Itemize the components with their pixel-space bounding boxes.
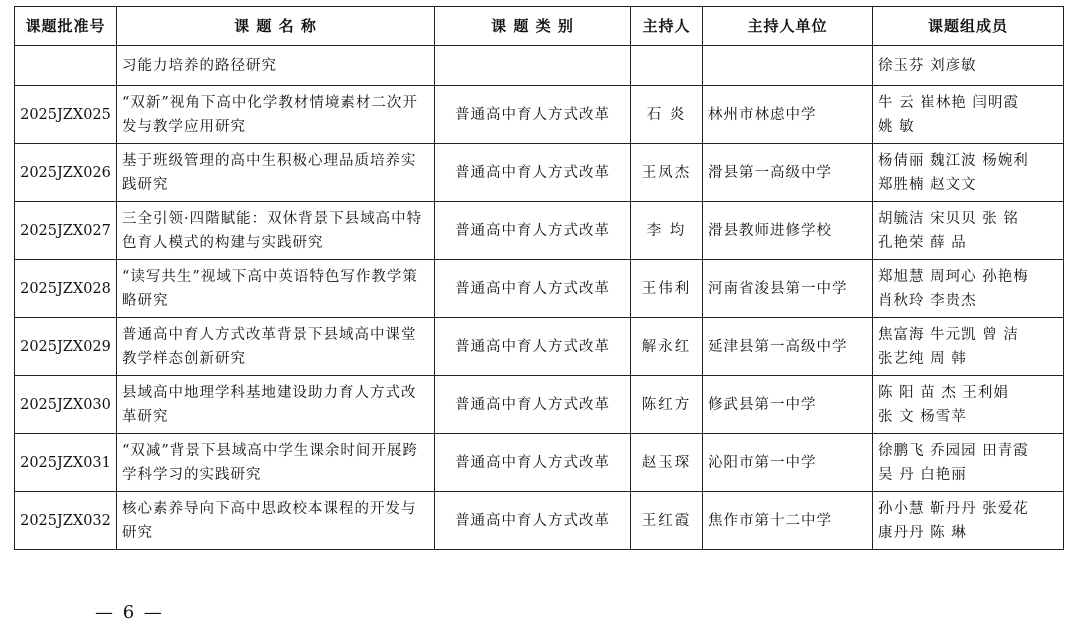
cell-project-id: 2025JZX032 bbox=[15, 492, 117, 550]
cell-host: 王凤杰 bbox=[631, 144, 703, 202]
table-row bbox=[15, 318, 1064, 376]
cell-project-title: 三全引领·四階賦能：双休背景下县域高中特色育人模式的构建与实践研究 bbox=[117, 202, 435, 260]
cell-project-category: 普通高中育人方式改革 bbox=[435, 434, 631, 492]
table-body bbox=[15, 46, 1064, 550]
header-members: 课题组成员 bbox=[873, 7, 1064, 46]
cell-project-category: 普通高中育人方式改革 bbox=[435, 318, 631, 376]
cell-host-unit: 林州市林虑中学 bbox=[703, 86, 873, 144]
cell-project-title: 普通高中育人方式改革背景下县域高中课堂教学样态创新研究 bbox=[117, 318, 435, 376]
member-line: 徐鹏飞 乔园园 田青霞 bbox=[878, 442, 1029, 459]
cell-members bbox=[873, 492, 1064, 550]
cell-members bbox=[873, 260, 1064, 318]
header-host: 主持人 bbox=[631, 7, 703, 46]
cell-members bbox=[873, 86, 1064, 144]
table-row bbox=[15, 434, 1064, 492]
cell-project-title: 核心素养导向下高中思政校本课程的开发与研究 bbox=[117, 492, 435, 550]
member-line: 徐玉芬 刘彦敏 bbox=[878, 57, 977, 74]
cell-host-unit: 焦作市第十二中学 bbox=[703, 492, 873, 550]
cell-host: 王红霞 bbox=[631, 492, 703, 550]
table-row bbox=[15, 492, 1064, 550]
cell-host: 赵玉琛 bbox=[631, 434, 703, 492]
cell-project-category: 普通高中育人方式改革 bbox=[435, 376, 631, 434]
cell-host: 陈红方 bbox=[631, 376, 703, 434]
page-number: — 6 — bbox=[95, 602, 164, 623]
member-line: 孔艳荣 薛 品 bbox=[878, 234, 967, 251]
cell-members bbox=[873, 144, 1064, 202]
cell-host-unit: 修武县第一中学 bbox=[703, 376, 873, 434]
cell-project-title: “读写共生”视域下高中英语特色写作教学策略研究 bbox=[117, 260, 435, 318]
header-host-unit: 主持人单位 bbox=[703, 7, 873, 46]
cell-project-id: 2025JZX025 bbox=[15, 86, 117, 144]
table-row bbox=[15, 202, 1064, 260]
cell-members bbox=[873, 376, 1064, 434]
cell-project-id: 2025JZX029 bbox=[15, 318, 117, 376]
cell-host: 石 炎 bbox=[631, 86, 703, 144]
table-row-continuation bbox=[15, 46, 1064, 86]
member-line: 孙小慧 靳丹丹 张爱花 bbox=[878, 500, 1029, 517]
member-line: 郑胜楠 赵文文 bbox=[878, 176, 977, 193]
cell-host-unit: 滑县第一高级中学 bbox=[703, 144, 873, 202]
cell-members bbox=[873, 318, 1064, 376]
cell-project-category: 普通高中育人方式改革 bbox=[435, 260, 631, 318]
cell-project-title: 县域高中地理学科基地建设助力育人方式改革研究 bbox=[117, 376, 435, 434]
member-line: 康丹丹 陈 琳 bbox=[878, 524, 967, 541]
cell-project-category: 普通高中育人方式改革 bbox=[435, 144, 631, 202]
cell-host-unit: 延津县第一高级中学 bbox=[703, 318, 873, 376]
member-line: 张艺纯 周 韩 bbox=[878, 350, 967, 367]
header-project-title: 课 题 名 称 bbox=[117, 7, 435, 46]
member-line: 吴 丹 白艳丽 bbox=[878, 466, 967, 483]
project-table bbox=[14, 6, 1064, 550]
cell-host-unit bbox=[703, 46, 873, 86]
member-line: 张 文 杨雪苹 bbox=[878, 408, 967, 425]
table-row bbox=[15, 260, 1064, 318]
member-line: 陈 阳 苗 杰 王利娟 bbox=[878, 384, 1009, 401]
member-line: 胡毓洁 宋贝贝 张 铭 bbox=[878, 210, 1019, 227]
cell-project-title: “双新”视角下高中化学教材情境素材二次开发与教学应用研究 bbox=[117, 86, 435, 144]
cell-project-category bbox=[435, 46, 631, 86]
member-line: 姚 敏 bbox=[878, 118, 915, 135]
member-line: 肖秋玲 李贵杰 bbox=[878, 292, 977, 309]
cell-host: 解永红 bbox=[631, 318, 703, 376]
member-line: 牛 云 崔林艳 闫明霞 bbox=[878, 94, 1019, 111]
header-project-id: 课题批准号 bbox=[15, 7, 117, 46]
cell-project-title: 习能力培养的路径研究 bbox=[117, 46, 435, 86]
cell-members bbox=[873, 46, 1064, 86]
header-project-category: 课 题 类 别 bbox=[435, 7, 631, 46]
cell-project-id: 2025JZX030 bbox=[15, 376, 117, 434]
table-row bbox=[15, 376, 1064, 434]
cell-project-id: 2025JZX028 bbox=[15, 260, 117, 318]
cell-project-id: 2025JZX026 bbox=[15, 144, 117, 202]
cell-project-category: 普通高中育人方式改革 bbox=[435, 86, 631, 144]
cell-project-category: 普通高中育人方式改革 bbox=[435, 492, 631, 550]
cell-host: 李 均 bbox=[631, 202, 703, 260]
cell-host-unit: 沁阳市第一中学 bbox=[703, 434, 873, 492]
cell-host bbox=[631, 46, 703, 86]
cell-host-unit: 滑县教师进修学校 bbox=[703, 202, 873, 260]
cell-project-category: 普通高中育人方式改革 bbox=[435, 202, 631, 260]
cell-project-title: “双减”背景下县域高中学生课余时间开展跨学科学习的实践研究 bbox=[117, 434, 435, 492]
table-row bbox=[15, 86, 1064, 144]
member-line: 焦富海 牛元凯 曾 洁 bbox=[878, 326, 1019, 343]
cell-host: 王伟利 bbox=[631, 260, 703, 318]
cell-project-id: 2025JZX027 bbox=[15, 202, 117, 260]
cell-members bbox=[873, 434, 1064, 492]
cell-project-id bbox=[15, 46, 117, 86]
member-line: 郑旭慧 周珂心 孙艳梅 bbox=[878, 268, 1029, 285]
table-row bbox=[15, 144, 1064, 202]
cell-project-id: 2025JZX031 bbox=[15, 434, 117, 492]
cell-members bbox=[873, 202, 1064, 260]
cell-project-title: 基于班级管理的高中生积极心理品质培养实践研究 bbox=[117, 144, 435, 202]
table-header-row bbox=[15, 7, 1064, 46]
member-line: 杨倩丽 魏江波 杨婉利 bbox=[878, 152, 1029, 169]
cell-host-unit: 河南省浚县第一中学 bbox=[703, 260, 873, 318]
